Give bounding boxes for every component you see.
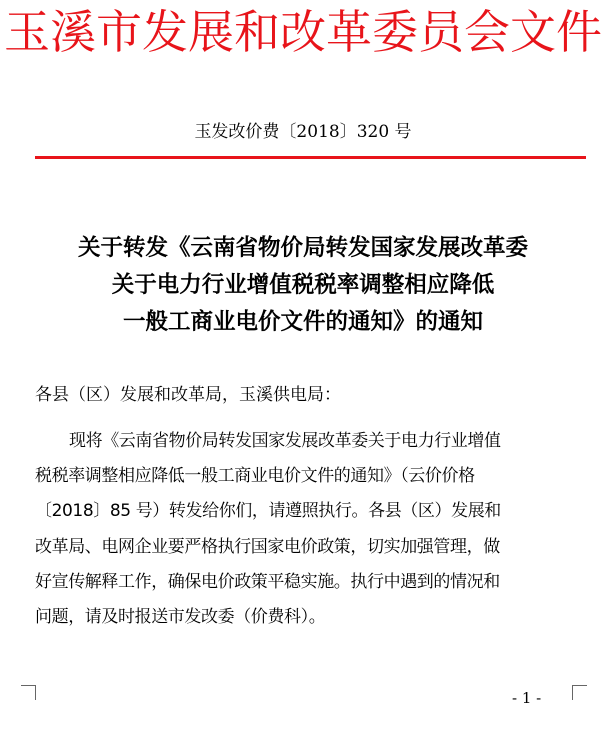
body-line: 税税率调整相应降低一般工商业电价文件的通知》（云价价格 bbox=[35, 466, 475, 487]
title-line: 一般工商业电价文件的通知》的通知 bbox=[122, 309, 483, 335]
crop-mark-right bbox=[572, 685, 587, 700]
page-number: - 1 - bbox=[512, 689, 542, 707]
body-paragraph bbox=[35, 424, 575, 635]
document-title bbox=[0, 230, 606, 341]
addressee-line: 各县（区）发展和改革局，玉溪供电局： bbox=[35, 385, 341, 405]
body-line: 现将《云南省物价局转发国家发展改革委关于电力行业增值 bbox=[69, 431, 501, 451]
body-line: 改革局、电网企业要严格执行国家电价政策，切实加强管理，做 bbox=[35, 536, 500, 557]
issuing-authority-title: 玉溪市发展和改革委员会文件 bbox=[4, 5, 602, 59]
body-line: 〔2018〕85 号）转发给你们，请遵照执行。各县（区）发展和 bbox=[35, 501, 501, 522]
body-line: 好宣传解释工作，确保电价政策平稳实施。执行中遇到的情况和 bbox=[35, 571, 500, 592]
title-line: 关于电力行业增值税税率调整相应降低 bbox=[111, 272, 495, 298]
body-line: 问题，请及时报送市发改委（价费科）。 bbox=[35, 607, 326, 628]
document-number: 玉发改价费〔2018〕320 号 bbox=[194, 122, 412, 142]
title-line: 关于转发《云南省物价局转发国家发展改革委 bbox=[77, 235, 528, 261]
crop-mark-left bbox=[21, 685, 36, 700]
red-divider-line bbox=[35, 156, 586, 159]
